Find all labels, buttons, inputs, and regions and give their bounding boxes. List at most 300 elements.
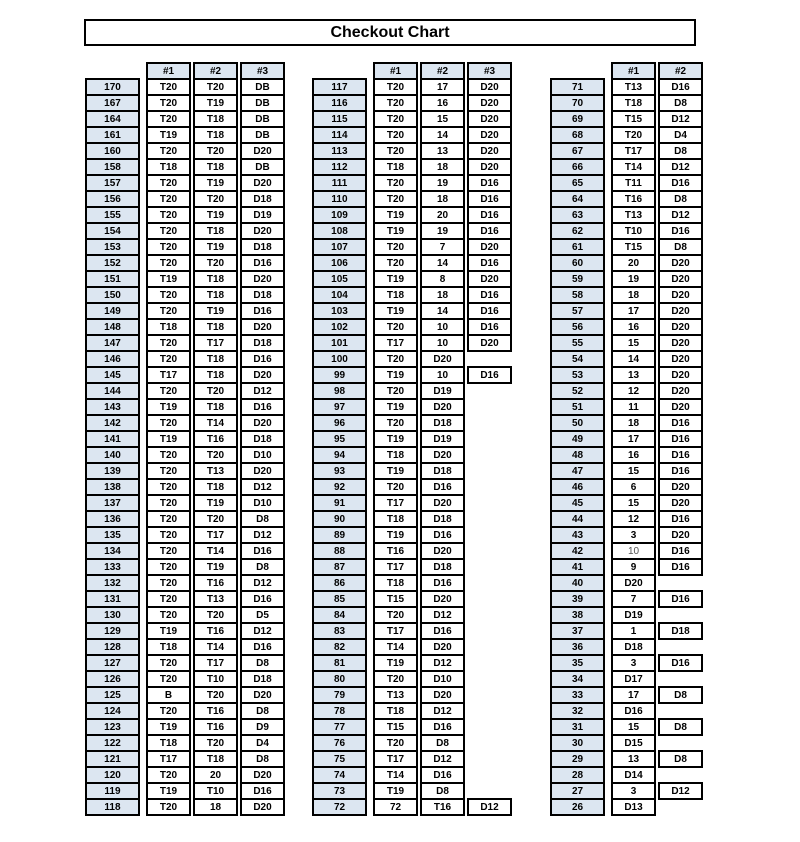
- dart-cell: D16: [658, 510, 703, 528]
- score-cell: 43: [550, 526, 605, 544]
- dart-cell: D20: [240, 462, 285, 480]
- dart-cell: T16: [611, 190, 656, 208]
- dart-cell: T20: [146, 558, 191, 576]
- dart-cell: 17: [611, 302, 656, 320]
- score-cell: 95: [312, 430, 367, 448]
- dart-cell: T19: [146, 126, 191, 144]
- dart-cell: D20: [420, 542, 465, 560]
- dart-cell: DB: [240, 126, 285, 144]
- dart-cell: 13: [611, 750, 656, 768]
- score-cell: 28: [550, 766, 605, 784]
- dart-cell: D8: [658, 142, 703, 160]
- score-cell: 157: [85, 174, 140, 192]
- dart-cell: 17: [420, 78, 465, 96]
- score-cell: 102: [312, 318, 367, 336]
- dart-cell: D8: [240, 750, 285, 768]
- dart-cell: D16: [240, 590, 285, 608]
- dart-cell: D12: [658, 206, 703, 224]
- dart-cell: D16: [240, 782, 285, 800]
- dart-cell: 13: [611, 366, 656, 384]
- score-cell: 110: [312, 190, 367, 208]
- dart-cell: T20: [146, 254, 191, 272]
- dart-cell: D8: [240, 702, 285, 720]
- dart-cell: T20: [146, 286, 191, 304]
- dart-cell: D20: [420, 446, 465, 464]
- dart-cell: D17: [611, 670, 656, 688]
- dart-cell: D20: [240, 222, 285, 240]
- score-cell: 120: [85, 766, 140, 784]
- score-cell: 108: [312, 222, 367, 240]
- dart-cell: 18: [193, 798, 238, 816]
- score-cell: 161: [85, 126, 140, 144]
- dart-cell: T17: [373, 750, 418, 768]
- score-cell: 91: [312, 494, 367, 512]
- dart-cell: D20: [240, 174, 285, 192]
- dart-cell: 12: [611, 510, 656, 528]
- dart-cell: T20: [373, 350, 418, 368]
- dart-cell: 15: [611, 494, 656, 512]
- dart-cell: T15: [373, 590, 418, 608]
- dart-cell: D16: [240, 638, 285, 656]
- dart-cell: T20: [611, 126, 656, 144]
- score-cell: 143: [85, 398, 140, 416]
- dart-cell: T18: [193, 398, 238, 416]
- score-cell: 164: [85, 110, 140, 128]
- score-cell: 50: [550, 414, 605, 432]
- dart-cell: T20: [146, 206, 191, 224]
- score-cell: 111: [312, 174, 367, 192]
- score-cell: 89: [312, 526, 367, 544]
- dart-cell: D9: [240, 718, 285, 736]
- dart-cell: T20: [146, 142, 191, 160]
- score-cell: 119: [85, 782, 140, 800]
- dart-cell: 8: [420, 270, 465, 288]
- dart-cell: T20: [373, 670, 418, 688]
- dart-cell: D8: [240, 510, 285, 528]
- dart-cell: T20: [146, 334, 191, 352]
- dart-cell: T18: [193, 110, 238, 128]
- dart-cell: 7: [420, 238, 465, 256]
- score-cell: 153: [85, 238, 140, 256]
- dart-cell: D13: [611, 798, 656, 816]
- dart-cell: T19: [146, 718, 191, 736]
- dart-cell: D18: [420, 510, 465, 528]
- score-cell: 109: [312, 206, 367, 224]
- score-cell: 144: [85, 382, 140, 400]
- dart-cell: D20: [467, 158, 512, 176]
- dart-cell: T17: [373, 334, 418, 352]
- dart-cell: T17: [193, 654, 238, 672]
- dart-cell: T17: [146, 750, 191, 768]
- dart-cell: T20: [146, 462, 191, 480]
- dart-cell: D20: [658, 350, 703, 368]
- dart-cell: DB: [240, 78, 285, 96]
- dart-cell: T17: [193, 526, 238, 544]
- dart-cell: T19: [146, 398, 191, 416]
- dart-cell: D4: [240, 734, 285, 752]
- dart-cell: T19: [193, 302, 238, 320]
- dart-cell: D16: [420, 766, 465, 784]
- score-cell: 73: [312, 782, 367, 800]
- dart-cell: D12: [240, 574, 285, 592]
- dart-cell: T20: [146, 494, 191, 512]
- dart-cell: T16: [420, 798, 465, 816]
- score-cell: 127: [85, 654, 140, 672]
- dart-cell: D16: [467, 286, 512, 304]
- score-cell: 31: [550, 718, 605, 736]
- dart-cell: T13: [193, 462, 238, 480]
- dart-cell: T18: [146, 318, 191, 336]
- dart-cell: T10: [611, 222, 656, 240]
- dart-cell: 10: [420, 334, 465, 352]
- dart-cell: D16: [420, 574, 465, 592]
- score-cell: 86: [312, 574, 367, 592]
- score-cell: 136: [85, 510, 140, 528]
- dart-cell: D16: [658, 590, 703, 608]
- table-row: [85, 798, 287, 816]
- dart-cell: 13: [420, 142, 465, 160]
- dart-cell: T19: [146, 430, 191, 448]
- dart-cell: T20: [373, 126, 418, 144]
- dart-cell: D20: [240, 766, 285, 784]
- dart-cell: T20: [146, 590, 191, 608]
- dart-cell: T19: [373, 366, 418, 384]
- dart-cell: T16: [193, 574, 238, 592]
- dart-cell: T17: [373, 494, 418, 512]
- score-cell: 103: [312, 302, 367, 320]
- dart-cell: D12: [240, 382, 285, 400]
- dart-cell: D4: [658, 126, 703, 144]
- dart-cell: 18: [611, 414, 656, 432]
- score-cell: 26: [550, 798, 605, 816]
- dart-cell: 7: [611, 590, 656, 608]
- dart-cell: T20: [146, 574, 191, 592]
- dart-cell: T20: [373, 238, 418, 256]
- dart-cell: 11: [611, 398, 656, 416]
- dart-cell: D20: [240, 318, 285, 336]
- score-cell: 152: [85, 254, 140, 272]
- dart-cell: T14: [373, 766, 418, 784]
- score-cell: 96: [312, 414, 367, 432]
- dart-cell: 17: [611, 430, 656, 448]
- score-cell: 126: [85, 670, 140, 688]
- dart-cell: 72: [373, 798, 418, 816]
- score-cell: 122: [85, 734, 140, 752]
- dart-cell: D16: [658, 78, 703, 96]
- dart-cell: T20: [146, 110, 191, 128]
- score-cell: 87: [312, 558, 367, 576]
- dart-cell: 19: [420, 174, 465, 192]
- dart-cell: D14: [611, 766, 656, 784]
- dart-cell: T13: [611, 78, 656, 96]
- dart-cell: T19: [373, 398, 418, 416]
- dart-cell: T20: [193, 142, 238, 160]
- score-cell: 118: [85, 798, 140, 816]
- score-cell: 59: [550, 270, 605, 288]
- dart-cell: T20: [193, 686, 238, 704]
- dart-cell: T20: [146, 766, 191, 784]
- score-cell: 112: [312, 158, 367, 176]
- dart-cell: D20: [467, 94, 512, 112]
- score-cell: 75: [312, 750, 367, 768]
- dart-cell: D18: [420, 462, 465, 480]
- page-title: Checkout Chart: [330, 23, 450, 41]
- dart-cell: D12: [420, 606, 465, 624]
- dart-cell: 19: [611, 270, 656, 288]
- dart-cell: D16: [420, 718, 465, 736]
- dart-cell: D16: [658, 542, 703, 560]
- dart-cell: T18: [373, 158, 418, 176]
- checkout-table-middle: [312, 62, 514, 816]
- dart-cell: T18: [146, 638, 191, 656]
- dart-cell: 14: [420, 126, 465, 144]
- score-cell: 67: [550, 142, 605, 160]
- dart-cell: D12: [658, 110, 703, 128]
- dart-cell: T20: [146, 702, 191, 720]
- score-cell: 29: [550, 750, 605, 768]
- score-cell: 98: [312, 382, 367, 400]
- checkout-table-left: [85, 62, 287, 816]
- dart-cell: D20: [240, 142, 285, 160]
- score-cell: 116: [312, 94, 367, 112]
- dart-cell: T17: [193, 334, 238, 352]
- table-row: [550, 798, 705, 816]
- score-cell: 134: [85, 542, 140, 560]
- dart-cell: T18: [193, 286, 238, 304]
- score-cell: 41: [550, 558, 605, 576]
- dart-cell: T20: [193, 606, 238, 624]
- score-cell: 123: [85, 718, 140, 736]
- dart-cell: D16: [658, 446, 703, 464]
- dart-cell: T19: [373, 462, 418, 480]
- dart-cell: D16: [467, 222, 512, 240]
- dart-cell: 20: [420, 206, 465, 224]
- score-cell: 117: [312, 78, 367, 96]
- dart-cell: T20: [373, 318, 418, 336]
- score-cell: 66: [550, 158, 605, 176]
- score-cell: 167: [85, 94, 140, 112]
- dart-cell: D12: [658, 158, 703, 176]
- dart-cell: D20: [658, 366, 703, 384]
- dart-cell: T19: [193, 558, 238, 576]
- dart-cell: D20: [658, 478, 703, 496]
- score-cell: 105: [312, 270, 367, 288]
- dart-cell: D10: [240, 494, 285, 512]
- page-title-box: [84, 19, 696, 46]
- dart-cell: D20: [240, 366, 285, 384]
- dart-cell: 16: [420, 94, 465, 112]
- dart-cell: T20: [146, 174, 191, 192]
- score-cell: 58: [550, 286, 605, 304]
- dart-cell: T19: [373, 526, 418, 544]
- dart-cell: T19: [373, 302, 418, 320]
- dart-cell: T20: [373, 78, 418, 96]
- dart-cell: D16: [467, 366, 512, 384]
- dart-cell: T19: [193, 206, 238, 224]
- dart-cell: 15: [611, 718, 656, 736]
- dart-cell: D18: [240, 334, 285, 352]
- dart-cell: B: [146, 686, 191, 704]
- dart-cell: D20: [658, 526, 703, 544]
- column-header: #1: [146, 62, 191, 80]
- dart-cell: D18: [420, 414, 465, 432]
- dart-cell: D16: [420, 526, 465, 544]
- score-cell: 49: [550, 430, 605, 448]
- dart-cell: T19: [193, 494, 238, 512]
- dart-cell: T18: [193, 158, 238, 176]
- dart-cell: 19: [420, 222, 465, 240]
- dart-cell: D16: [240, 398, 285, 416]
- dart-cell: T20: [193, 190, 238, 208]
- score-cell: 100: [312, 350, 367, 368]
- dart-cell: T19: [373, 222, 418, 240]
- dart-cell: T20: [373, 734, 418, 752]
- score-cell: 93: [312, 462, 367, 480]
- dart-cell: D20: [420, 590, 465, 608]
- dart-cell: T19: [373, 430, 418, 448]
- dart-cell: D16: [467, 302, 512, 320]
- dart-cell: D16: [467, 174, 512, 192]
- dart-cell: 10: [611, 542, 656, 560]
- score-cell: 155: [85, 206, 140, 224]
- dart-cell: T20: [146, 670, 191, 688]
- dart-cell: T15: [373, 718, 418, 736]
- dart-cell: D18: [240, 238, 285, 256]
- dart-cell: T18: [193, 222, 238, 240]
- score-cell: 79: [312, 686, 367, 704]
- score-cell: 92: [312, 478, 367, 496]
- score-cell: 154: [85, 222, 140, 240]
- column-header: #1: [611, 62, 656, 80]
- dart-cell: D8: [240, 558, 285, 576]
- score-cell: 77: [312, 718, 367, 736]
- dart-cell: D8: [240, 654, 285, 672]
- dart-cell: T20: [373, 414, 418, 432]
- dart-cell: T20: [373, 142, 418, 160]
- score-cell: 70: [550, 94, 605, 112]
- score-cell: 32: [550, 702, 605, 720]
- dart-cell: D16: [467, 190, 512, 208]
- dart-cell: D16: [467, 254, 512, 272]
- dart-cell: T20: [146, 78, 191, 96]
- dart-cell: D8: [658, 750, 703, 768]
- score-cell: 90: [312, 510, 367, 528]
- dart-cell: D20: [658, 494, 703, 512]
- score-cell: 146: [85, 350, 140, 368]
- dart-cell: T20: [146, 414, 191, 432]
- dart-cell: T20: [146, 526, 191, 544]
- score-cell: 139: [85, 462, 140, 480]
- dart-cell: T11: [611, 174, 656, 192]
- score-cell: 151: [85, 270, 140, 288]
- dart-cell: T17: [373, 558, 418, 576]
- dart-cell: D16: [240, 254, 285, 272]
- dart-cell: D18: [240, 286, 285, 304]
- dart-cell: D16: [420, 478, 465, 496]
- column-header: #2: [420, 62, 465, 80]
- score-cell: 36: [550, 638, 605, 656]
- score-cell: 45: [550, 494, 605, 512]
- score-cell: 74: [312, 766, 367, 784]
- dart-cell: T18: [193, 750, 238, 768]
- dart-cell: T14: [193, 414, 238, 432]
- dart-cell: T18: [611, 94, 656, 112]
- dart-cell: D16: [611, 702, 656, 720]
- dart-cell: D16: [240, 542, 285, 560]
- score-cell: 46: [550, 478, 605, 496]
- dart-cell: T19: [373, 270, 418, 288]
- score-cell: 145: [85, 366, 140, 384]
- score-cell: 64: [550, 190, 605, 208]
- dart-cell: D20: [420, 398, 465, 416]
- dart-cell: T20: [193, 382, 238, 400]
- score-cell: 124: [85, 702, 140, 720]
- score-cell: 132: [85, 574, 140, 592]
- dart-cell: 20: [611, 254, 656, 272]
- dart-cell: T20: [146, 222, 191, 240]
- dart-cell: T16: [193, 622, 238, 640]
- dart-cell: D20: [420, 494, 465, 512]
- score-cell: 71: [550, 78, 605, 96]
- dart-cell: T20: [146, 798, 191, 816]
- score-cell: 85: [312, 590, 367, 608]
- dart-cell: T18: [193, 366, 238, 384]
- score-cell: 48: [550, 446, 605, 464]
- dart-cell: T14: [193, 542, 238, 560]
- dart-cell: D20: [658, 334, 703, 352]
- score-cell: 137: [85, 494, 140, 512]
- dart-cell: D16: [658, 222, 703, 240]
- dart-cell: T19: [146, 622, 191, 640]
- dart-cell: 15: [420, 110, 465, 128]
- score-cell: 80: [312, 670, 367, 688]
- dart-cell: 17: [611, 686, 656, 704]
- dart-cell: 14: [420, 254, 465, 272]
- dart-cell: D12: [420, 702, 465, 720]
- dart-cell: T16: [193, 430, 238, 448]
- dart-cell: T19: [373, 206, 418, 224]
- dart-cell: 20: [193, 766, 238, 784]
- column-header: #3: [240, 62, 285, 80]
- dart-cell: D20: [240, 270, 285, 288]
- dart-cell: D16: [658, 414, 703, 432]
- dart-cell: T20: [373, 606, 418, 624]
- score-cell: 69: [550, 110, 605, 128]
- score-cell: 62: [550, 222, 605, 240]
- dart-cell: D16: [658, 462, 703, 480]
- dart-cell: D12: [658, 782, 703, 800]
- score-cell: 65: [550, 174, 605, 192]
- dart-cell: D20: [240, 686, 285, 704]
- dart-cell: D12: [240, 526, 285, 544]
- dart-cell: D10: [420, 670, 465, 688]
- dart-cell: 10: [420, 366, 465, 384]
- dart-cell: 1: [611, 622, 656, 640]
- score-cell: 106: [312, 254, 367, 272]
- dart-cell: 12: [611, 382, 656, 400]
- dart-cell: 16: [611, 318, 656, 336]
- dart-cell: T20: [373, 478, 418, 496]
- dart-cell: D20: [467, 238, 512, 256]
- score-cell: 170: [85, 78, 140, 96]
- dart-cell: T15: [611, 110, 656, 128]
- dart-cell: T17: [611, 142, 656, 160]
- score-cell: 63: [550, 206, 605, 224]
- dart-cell: D20: [420, 638, 465, 656]
- dart-cell: T16: [373, 542, 418, 560]
- dart-cell: 18: [611, 286, 656, 304]
- dart-cell: D16: [658, 558, 703, 576]
